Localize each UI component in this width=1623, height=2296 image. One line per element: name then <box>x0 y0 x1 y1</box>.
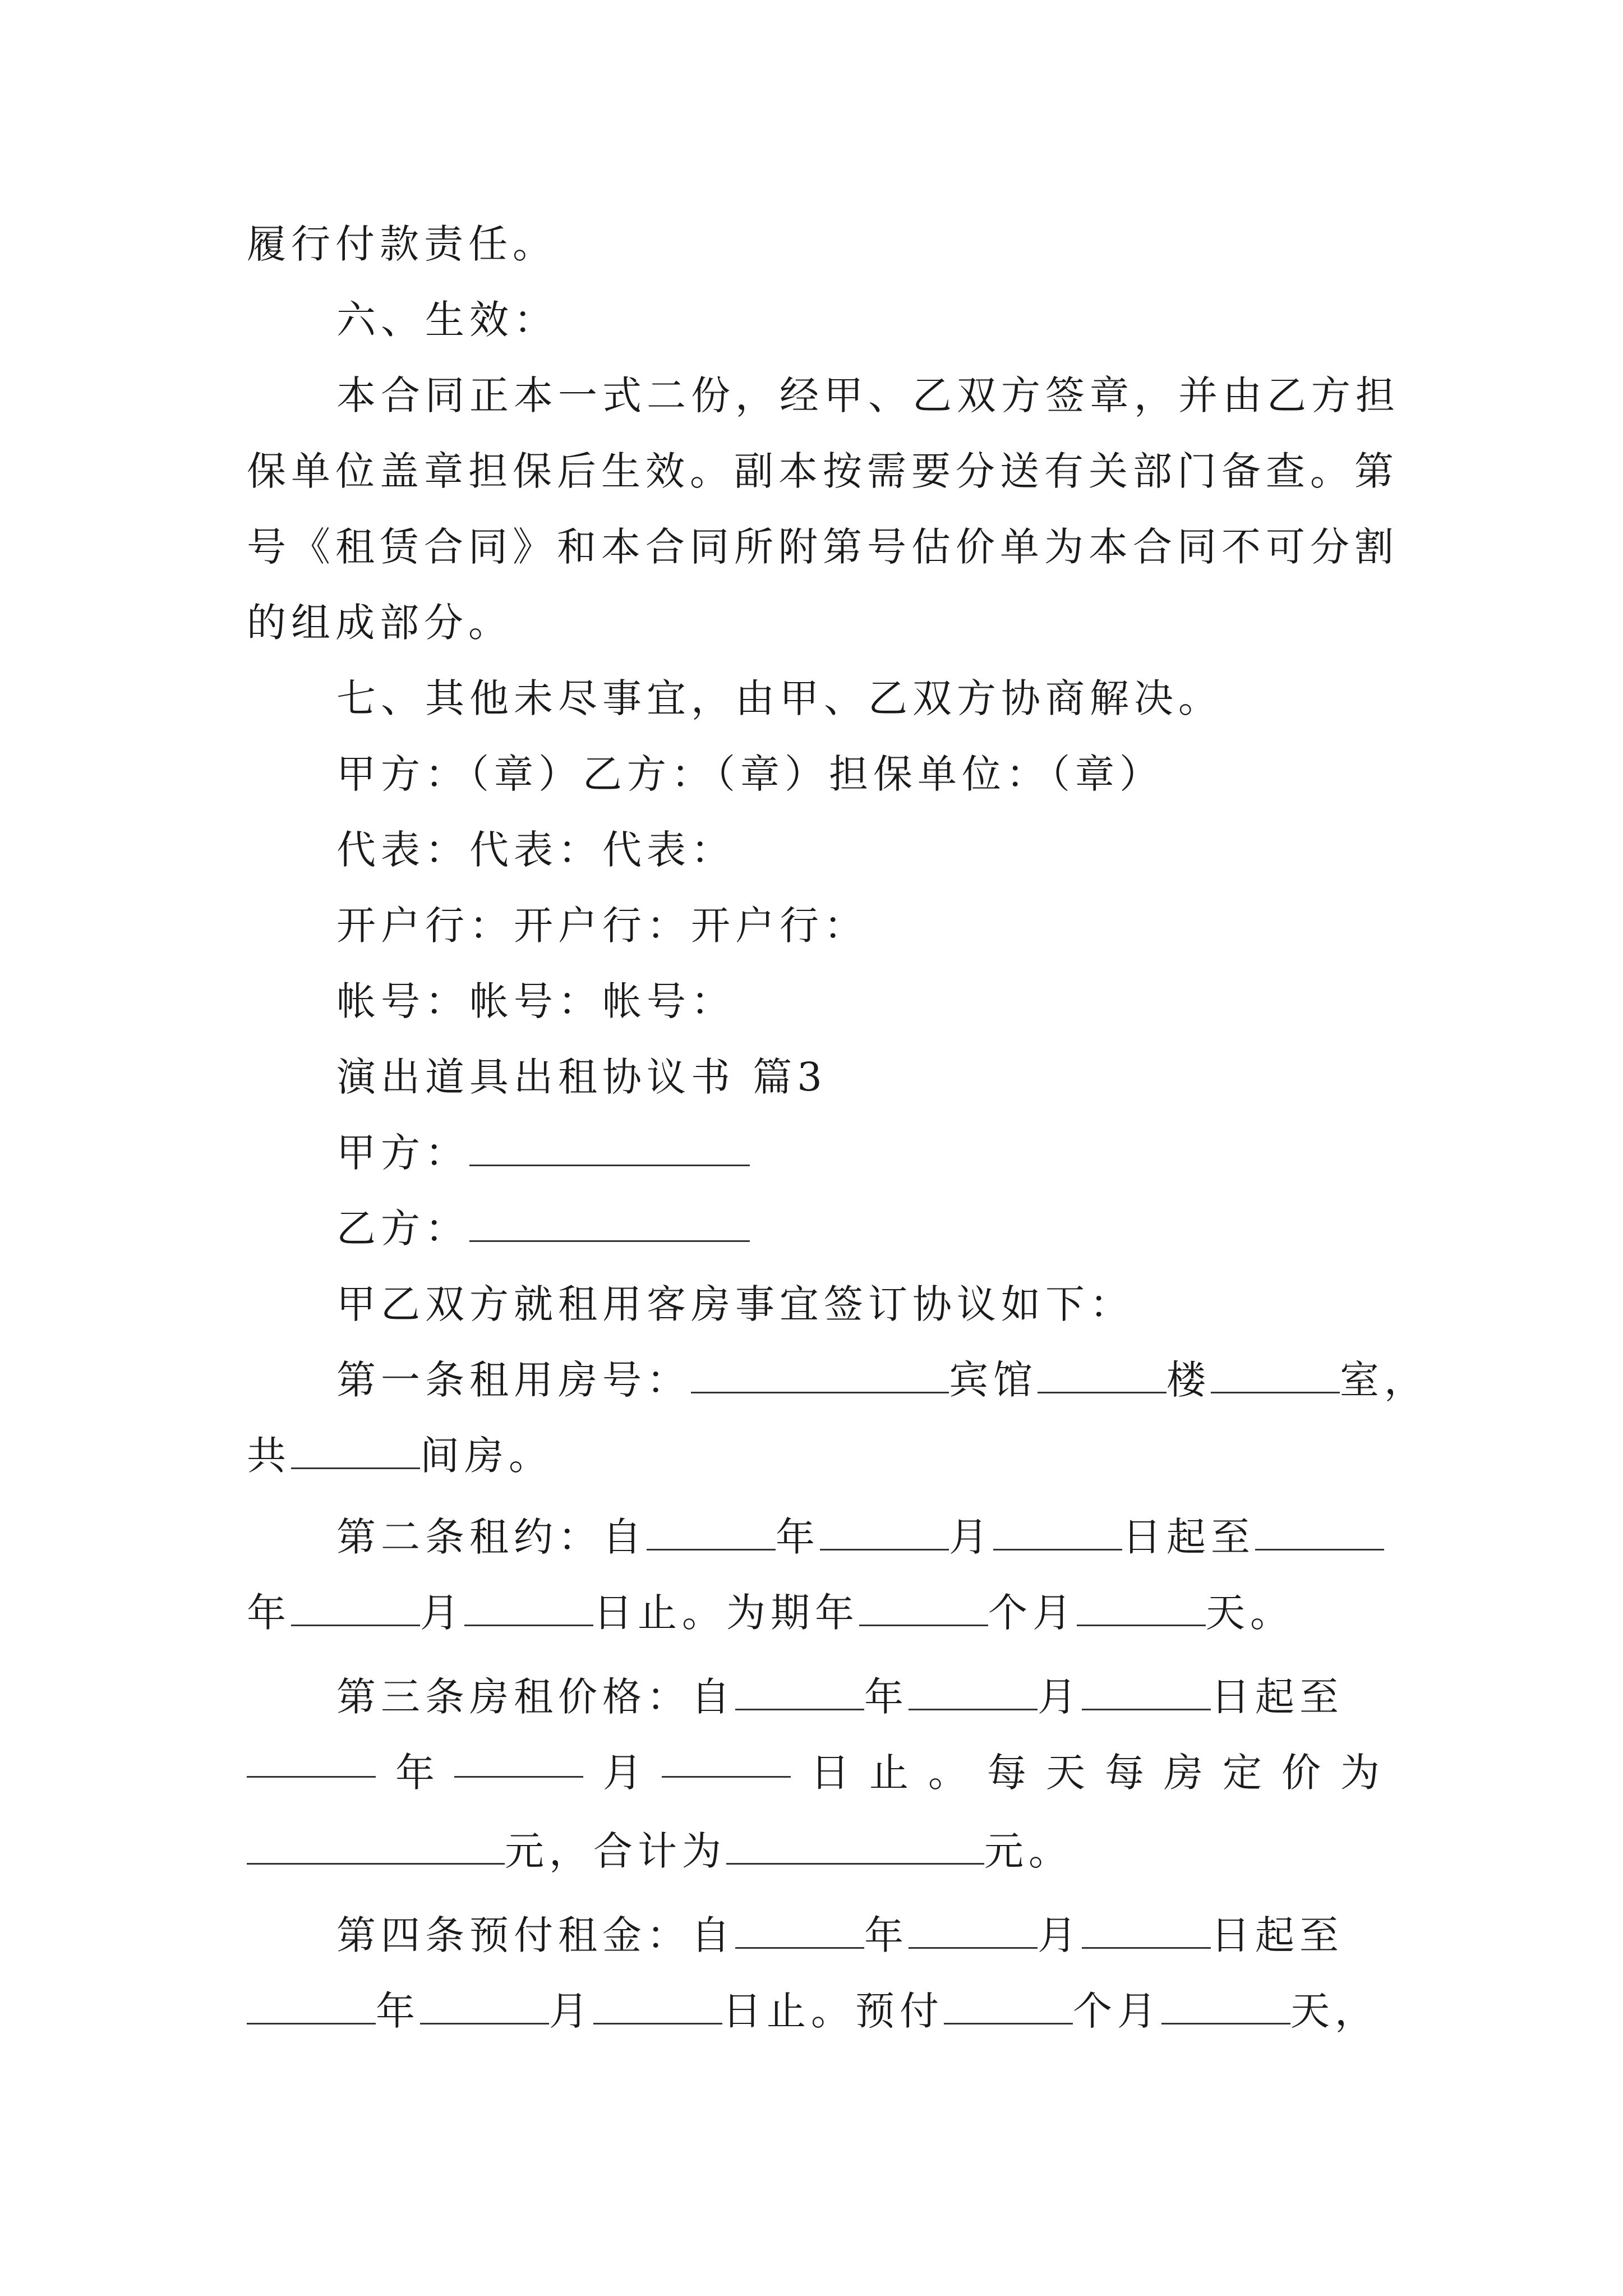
party-b-line <box>336 1195 750 1262</box>
text-segment: 月 <box>1038 1912 1082 1958</box>
text-line: 本合同正本一式二份，经甲、乙双方签章，并由乙方担 <box>336 372 1400 418</box>
text-segment: 第四条预付租金：自 <box>336 1912 735 1958</box>
article-2-line-2 <box>247 1579 1294 1646</box>
text-segment: 定 <box>1223 1750 1262 1796</box>
text-segment: 共 <box>247 1433 291 1479</box>
text-segment: 年 <box>864 1912 909 1958</box>
blank-line <box>726 1826 984 1865</box>
text-segment: 日 <box>810 1750 850 1796</box>
text-segment: 个月 <box>988 1590 1077 1636</box>
text-segment: 月 <box>1038 1674 1082 1720</box>
text-segment: 日止。预付 <box>722 1988 944 2034</box>
article-1-line-1 <box>336 1346 1428 1414</box>
blank-line <box>291 1430 420 1469</box>
text-segment: 年 <box>776 1514 820 1560</box>
blank-line <box>1077 1588 1206 1626</box>
blank-line <box>647 1512 776 1550</box>
blank-line <box>859 1588 988 1626</box>
text-segment: 月 <box>949 1514 993 1560</box>
article-1-line-2 <box>247 1422 553 1489</box>
text-segment: 日起至 <box>1211 1674 1344 1720</box>
party-b-label: 乙方： <box>336 1205 469 1251</box>
blank-line <box>735 1672 864 1710</box>
blank-line <box>1082 1672 1211 1710</box>
text-segment: 天， <box>1290 1988 1379 2034</box>
text-segment: 第二条租约：自 <box>336 1514 647 1560</box>
text-segment: 。 <box>928 1750 967 1796</box>
text-line: 履行付款责任。 <box>247 221 557 267</box>
article-4-line-1 <box>336 1902 1344 1969</box>
text-segment: 止 <box>869 1750 909 1796</box>
text-segment: 第三条房租价格：自 <box>336 1674 735 1720</box>
text-segment: 日止。为期年 <box>593 1590 859 1636</box>
blank-line <box>593 1986 722 2024</box>
text-segment: 每 <box>1105 1750 1144 1796</box>
text-segment: 月 <box>549 1988 593 2034</box>
article-3-line-1 <box>336 1663 1344 1731</box>
text-segment: 为 <box>1340 1750 1380 1796</box>
section-heading: 七、其他未尽事宜，由甲、乙双方协商解决。 <box>336 675 1223 721</box>
text-segment: 楼 <box>1166 1357 1211 1403</box>
blank-line <box>1038 1355 1166 1393</box>
article-3-line-2 <box>247 1739 1380 1806</box>
blank-line <box>993 1512 1122 1550</box>
account-line: 帐号：帐号：帐号： <box>336 978 735 1024</box>
text-segment: 间房。 <box>420 1433 553 1479</box>
text-segment: 年 <box>395 1750 435 1796</box>
blank-line <box>662 1739 791 1778</box>
text-line: 保单位盖章担保后生效。副本按需要分送有关部门备查。第 <box>247 448 1399 494</box>
article-2-line-1 <box>336 1503 1384 1571</box>
party-a-line <box>336 1119 750 1186</box>
blank-line <box>247 1826 505 1865</box>
text-segment: 年 <box>376 1988 420 2034</box>
blank-line <box>247 1986 376 2024</box>
party-a-blank <box>469 1128 750 1166</box>
text-segment: 月 <box>603 1750 642 1796</box>
text-segment: 天。 <box>1206 1590 1294 1636</box>
text-segment: 房 <box>1164 1750 1203 1796</box>
signature-line: 甲方：（章）乙方：（章）担保单位：（章） <box>336 751 1164 797</box>
blank-line <box>1082 1910 1211 1949</box>
representative-line: 代表：代表：代表： <box>336 827 735 873</box>
blank-line <box>291 1588 420 1626</box>
blank-line <box>454 1739 583 1778</box>
blank-line <box>1161 1986 1290 2024</box>
text-segment: 元，合计为 <box>505 1828 726 1874</box>
bank-line: 开户行：开户行：开户行： <box>336 903 868 949</box>
text-segment: 月 <box>420 1590 464 1636</box>
text-segment: 每 <box>987 1750 1026 1796</box>
blank-line <box>691 1355 949 1393</box>
text-segment: 天 <box>1046 1750 1085 1796</box>
text-segment: 年 <box>247 1590 291 1636</box>
text-segment: 价 <box>1281 1750 1321 1796</box>
text-segment: 第一条租用房号： <box>336 1357 691 1403</box>
text-segment: 室， <box>1340 1357 1428 1403</box>
text-segment: 元。 <box>984 1828 1073 1874</box>
text-segment: 年 <box>864 1674 909 1720</box>
text-segment: 日起至 <box>1122 1514 1255 1560</box>
blank-line <box>820 1512 949 1550</box>
text-segment: 个月 <box>1073 1988 1161 2034</box>
text-line: 号《租赁合同》和本合同所附第号估价单为本合同不可分割 <box>247 524 1399 570</box>
blank-line <box>464 1588 593 1626</box>
blank-line <box>909 1910 1038 1949</box>
blank-line <box>1211 1355 1340 1393</box>
text-line: 甲乙双方就租用客房事宜签订协议如下： <box>336 1281 1134 1327</box>
section-heading: 六、生效： <box>336 297 558 343</box>
blank-line <box>1255 1512 1384 1550</box>
document-title: 演出道具出租协议书 篇3 <box>336 1054 827 1100</box>
blank-line <box>420 1986 549 2024</box>
text-line: 的组成部分。 <box>247 600 513 646</box>
blank-line <box>909 1672 1038 1710</box>
blank-line <box>247 1739 376 1778</box>
blank-line <box>944 1986 1073 2024</box>
article-3-line-3 <box>247 1818 1073 1885</box>
article-4-line-2 <box>247 1977 1379 2045</box>
text-segment: 日起至 <box>1211 1912 1344 1958</box>
text-segment: 宾馆 <box>949 1357 1038 1403</box>
party-b-blank <box>469 1203 750 1242</box>
party-a-label: 甲方： <box>336 1130 469 1176</box>
blank-line <box>735 1910 864 1949</box>
